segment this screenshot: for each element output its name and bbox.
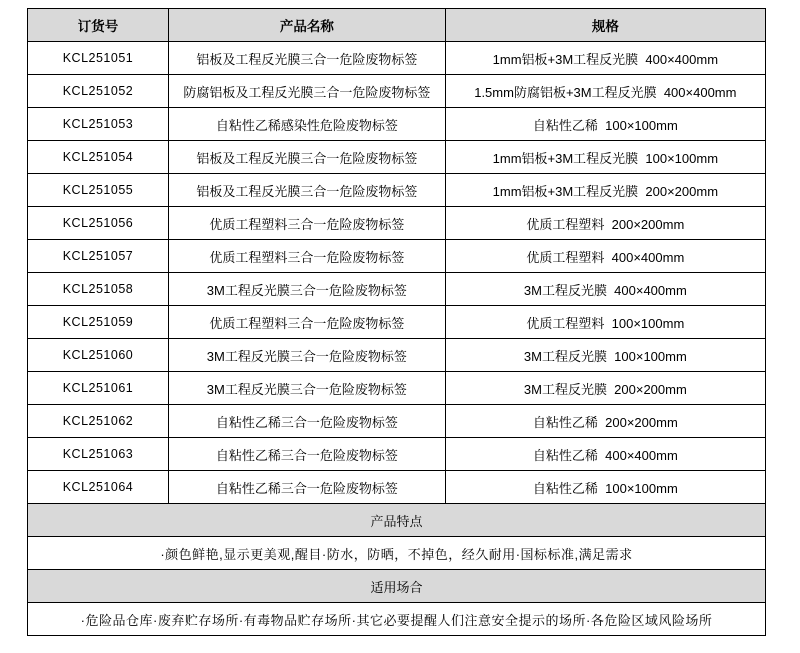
section-title-applications: 适用场合	[28, 570, 766, 603]
cell-product-name: 铝板及工程反光膜三合一危险废物标签	[168, 141, 445, 174]
features-text: ·颜色鲜艳,显示更美观,醒目·防水，防晒，不掉色，经久耐用·国标标准,满足需求	[28, 537, 766, 570]
cell-order-no: KCL251063	[28, 438, 169, 471]
table-row	[28, 306, 766, 339]
table-row	[28, 141, 766, 174]
column-header-order-no: 订货号	[28, 9, 169, 42]
cell-spec: 优质工程塑料 400×400mm	[445, 240, 765, 273]
cell-product-name: 优质工程塑料三合一危险废物标签	[168, 240, 445, 273]
table-row	[28, 372, 766, 405]
cell-spec: 1mm铝板+3M工程反光膜 200×200mm	[445, 174, 765, 207]
cell-order-no: KCL251060	[28, 339, 169, 372]
cell-product-name: 自粘性乙稀三合一危险废物标签	[168, 405, 445, 438]
table-row	[28, 108, 766, 141]
cell-spec: 自粘性乙稀 400×400mm	[445, 438, 765, 471]
table-header-row	[28, 9, 766, 42]
cell-order-no: KCL251059	[28, 306, 169, 339]
cell-spec: 1mm铝板+3M工程反光膜 100×100mm	[445, 141, 765, 174]
applications-text: ·危险品仓库·废弃贮存场所·有毒物品贮存场所·其它必要提醒人们注意安全提示的场所·各危险区域风险场所	[28, 603, 766, 636]
cell-order-no: KCL251055	[28, 174, 169, 207]
cell-spec: 1.5mm防腐铝板+3M工程反光膜 400×400mm	[445, 75, 765, 108]
cell-product-name: 自粘性乙稀感染性危险废物标签	[168, 108, 445, 141]
cell-order-no: KCL251052	[28, 75, 169, 108]
cell-product-name: 自粘性乙稀三合一危险废物标签	[168, 471, 445, 504]
info-sections	[28, 504, 766, 636]
cell-product-name: 3M工程反光膜三合一危险废物标签	[168, 273, 445, 306]
table-row	[28, 240, 766, 273]
table-row	[28, 207, 766, 240]
table-row	[28, 471, 766, 504]
cell-order-no: KCL251051	[28, 42, 169, 75]
cell-order-no: KCL251053	[28, 108, 169, 141]
cell-spec: 优质工程塑料 200×200mm	[445, 207, 765, 240]
table-row	[28, 438, 766, 471]
cell-spec: 3M工程反光膜 200×200mm	[445, 372, 765, 405]
section-header-features-row	[28, 504, 766, 537]
cell-spec: 优质工程塑料 100×100mm	[445, 306, 765, 339]
cell-order-no: KCL251058	[28, 273, 169, 306]
cell-spec: 自粘性乙稀 100×100mm	[445, 108, 765, 141]
table-row	[28, 339, 766, 372]
table-row	[28, 174, 766, 207]
cell-order-no: KCL251054	[28, 141, 169, 174]
product-table	[27, 8, 766, 636]
section-content-applications-row	[28, 603, 766, 636]
table-row	[28, 75, 766, 108]
cell-spec: 自粘性乙稀 100×100mm	[445, 471, 765, 504]
cell-product-name: 自粘性乙稀三合一危险废物标签	[168, 438, 445, 471]
cell-product-name: 铝板及工程反光膜三合一危险废物标签	[168, 174, 445, 207]
cell-order-no: KCL251057	[28, 240, 169, 273]
cell-product-name: 3M工程反光膜三合一危险废物标签	[168, 372, 445, 405]
cell-product-name: 铝板及工程反光膜三合一危险废物标签	[168, 42, 445, 75]
cell-order-no: KCL251062	[28, 405, 169, 438]
cell-spec: 自粘性乙稀 200×200mm	[445, 405, 765, 438]
cell-product-name: 3M工程反光膜三合一危险废物标签	[168, 339, 445, 372]
cell-order-no: KCL251056	[28, 207, 169, 240]
product-rows	[28, 42, 766, 504]
table-row	[28, 273, 766, 306]
cell-spec: 1mm铝板+3M工程反光膜 400×400mm	[445, 42, 765, 75]
cell-order-no: KCL251064	[28, 471, 169, 504]
cell-product-name: 防腐铝板及工程反光膜三合一危险废物标签	[168, 75, 445, 108]
column-header-spec: 规格	[445, 9, 765, 42]
section-title-features: 产品特点	[28, 504, 766, 537]
cell-product-name: 优质工程塑料三合一危险废物标签	[168, 207, 445, 240]
cell-order-no: KCL251061	[28, 372, 169, 405]
cell-spec: 3M工程反光膜 400×400mm	[445, 273, 765, 306]
table-row	[28, 42, 766, 75]
section-header-applications-row	[28, 570, 766, 603]
section-content-features-row	[28, 537, 766, 570]
column-header-product-name: 产品名称	[168, 9, 445, 42]
table-row	[28, 405, 766, 438]
cell-product-name: 优质工程塑料三合一危险废物标签	[168, 306, 445, 339]
cell-spec: 3M工程反光膜 100×100mm	[445, 339, 765, 372]
